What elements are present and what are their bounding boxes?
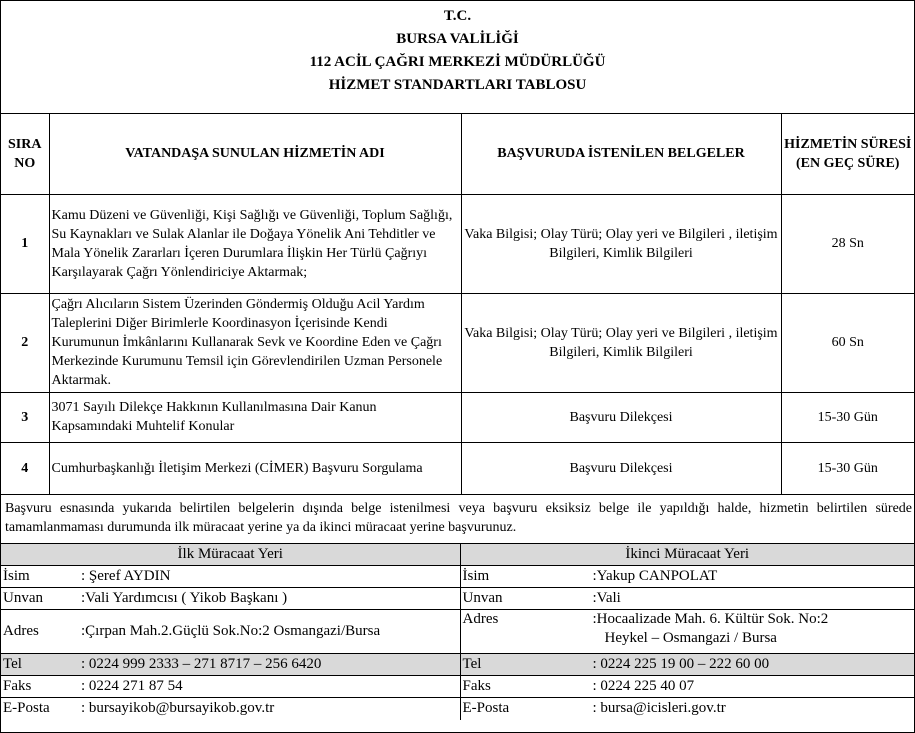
- table-row: [1, 392, 914, 442]
- first-tel: [1, 654, 460, 676]
- second-faks-value: : 0224 225 40 07: [592, 678, 695, 694]
- second-tel-label: Tel: [462, 656, 482, 672]
- first-adres-value: :Çırpan Mah.2.Güçlü Sok.No:2 Osmangazi/Bursa: [81, 623, 381, 639]
- header-line-valilik: BURSA VALİLİĞİ: [396, 31, 519, 47]
- second-isim-value: :Yakup CANPOLAT: [592, 568, 718, 584]
- first-faks: [1, 676, 460, 698]
- first-unvan-value: :Vali Yardımcısı ( Yikob Başkanı ): [81, 590, 288, 606]
- second-adres: [460, 610, 914, 654]
- row-no: 1: [1, 194, 49, 293]
- second-faks-label: Faks: [462, 678, 491, 694]
- row-no: 4: [1, 442, 49, 494]
- second-isim: [460, 566, 914, 588]
- first-eposta-value: : bursayikob@bursayikob.gov.tr: [81, 700, 275, 717]
- row-sure: 60 Sn: [781, 293, 914, 392]
- header-line-tc: T.C.: [443, 8, 472, 24]
- first-tel-label: Tel: [3, 656, 22, 672]
- row-no: 2: [1, 293, 49, 392]
- second-adres-label: Adres: [462, 611, 499, 627]
- first-faks-label: Faks: [3, 678, 32, 694]
- second-eposta: [460, 698, 914, 720]
- first-isim-label: İsim: [3, 568, 30, 584]
- second-isim-label: İsim: [462, 568, 490, 584]
- contact-row-tel: [1, 654, 914, 676]
- service-table: [1, 114, 914, 495]
- contact-header-row: [1, 544, 914, 566]
- col-header-hizmet: VATANDAŞA SUNULAN HİZMETİN ADI: [49, 114, 461, 194]
- contact-row-eposta: [1, 698, 914, 720]
- row-belgeler: Başvuru Dilekçesi: [461, 392, 781, 442]
- row-belgeler: Başvuru Dilekçesi: [461, 442, 781, 494]
- col-header-sure: HİZMETİN SÜRESİ (EN GEÇ SÜRE): [781, 114, 914, 194]
- row-no: 3: [1, 392, 49, 442]
- first-eposta: [1, 698, 460, 720]
- first-isim: [1, 566, 460, 588]
- row-sure: 15-30 Gün: [781, 392, 914, 442]
- first-faks-value: : 0224 271 87 54: [81, 678, 183, 694]
- second-adres-value-line1: :Hocaalizade Mah. 6. Kültür Sok. No:2: [592, 611, 829, 627]
- first-eposta-label: E-Posta: [3, 700, 50, 717]
- row-hizmet: 3071 Sayılı Dilekçe Hakkının Kullanılmasına Dair Kanun Kapsamındaki Muhtelif Konular: [49, 392, 461, 442]
- first-adres: [1, 610, 460, 654]
- row-sure: 28 Sn: [781, 194, 914, 293]
- first-adres-label: Adres: [3, 623, 39, 639]
- second-contact-heading: İkinci Müracaat Yeri: [460, 544, 914, 566]
- application-note: Başvuru esnasında yukarıda belirtilen belgelerin dışında belge istenilmesi veya başvuru eksiksiz belge ile yapıldığı halde, hizmetin belirtilen sürede tamamlanmaması durumunda ilk müracaat yerine ya da ikinci müracaat yerine başvurunuz.: [1, 495, 914, 544]
- first-tel-value: : 0224 999 2333 – 271 8717 – 256 6420: [81, 656, 322, 672]
- contact-row-faks: [1, 676, 914, 698]
- second-tel: [460, 654, 914, 676]
- contact-row-adres: [1, 610, 914, 654]
- table-row: [1, 442, 914, 494]
- document-header: [1, 1, 914, 114]
- second-eposta-label: E-Posta: [462, 700, 510, 717]
- first-unvan: [1, 588, 460, 610]
- table-header-row: [1, 114, 914, 194]
- row-belgeler: Vaka Bilgisi; Olay Türü; Olay yeri ve Bilgileri , iletişim Bilgileri, Kimlik Bilgileri: [461, 194, 781, 293]
- contact-row-isim: [1, 566, 914, 588]
- first-isim-value: : Şeref AYDIN: [81, 568, 171, 584]
- header-line-mudurluk: 112 ACİL ÇAĞRI MERKEZİ MÜDÜRLÜĞÜ: [309, 54, 606, 70]
- second-unvan-label: Unvan: [462, 590, 503, 606]
- contact-row-unvan: [1, 588, 914, 610]
- second-eposta-value: : bursa@icisleri.gov.tr: [592, 700, 726, 717]
- first-contact-heading: İlk Müracaat Yeri: [1, 544, 460, 566]
- first-unvan-label: Unvan: [3, 590, 43, 606]
- contact-table: [1, 544, 914, 720]
- row-sure: 15-30 Gün: [781, 442, 914, 494]
- row-hizmet: Kamu Düzeni ve Güvenliği, Kişi Sağlığı ve Güvenliği, Toplum Sağlığı, Su Kaynakları ve Sulak Alanlar ile Doğaya Yönelik Ani Tehditler ve Mala Yönelik Zararları İçeren Durumlara İlişkin Her Türlü Çağrıyı Karşılayarak Çağrı Yönlendiriciye Aktarmak;: [49, 194, 461, 293]
- table-row: [1, 293, 914, 392]
- second-faks: [460, 676, 914, 698]
- second-adres-value-line2: Heykel – Osmangazi / Bursa: [604, 630, 777, 646]
- col-header-belgeler: BAŞVURUDA İSTENİLEN BELGELER: [461, 114, 781, 194]
- header-line-table-title: HİZMET STANDARTLARI TABLOSU: [328, 77, 587, 93]
- second-tel-value: : 0224 225 19 00 – 222 60 00: [592, 656, 770, 672]
- row-hizmet: Çağrı Alıcıların Sistem Üzerinden Göndermiş Olduğu Acil Yardım Taleplerini Diğer Birimlerle Koordinasyon İçerisinde Kendi Kurumunun İmkânlarını Kullanarak Sevk ve Koordine Eden ve Çağrı Merkezinde Kurumunu Temsil için Görevlendirilen Uzman Personele Aktarmak.: [49, 293, 461, 392]
- row-hizmet: Cumhurbaşkanlığı İletişim Merkezi (CİMER) Başvuru Sorgulama: [49, 442, 461, 494]
- second-unvan: [460, 588, 914, 610]
- table-row: [1, 194, 914, 293]
- second-unvan-value: :Vali: [592, 590, 621, 606]
- row-belgeler: Vaka Bilgisi; Olay Türü; Olay yeri ve Bilgileri , iletişim Bilgileri, Kimlik Bilgileri: [461, 293, 781, 392]
- col-header-sira: SIRA NO: [1, 114, 49, 194]
